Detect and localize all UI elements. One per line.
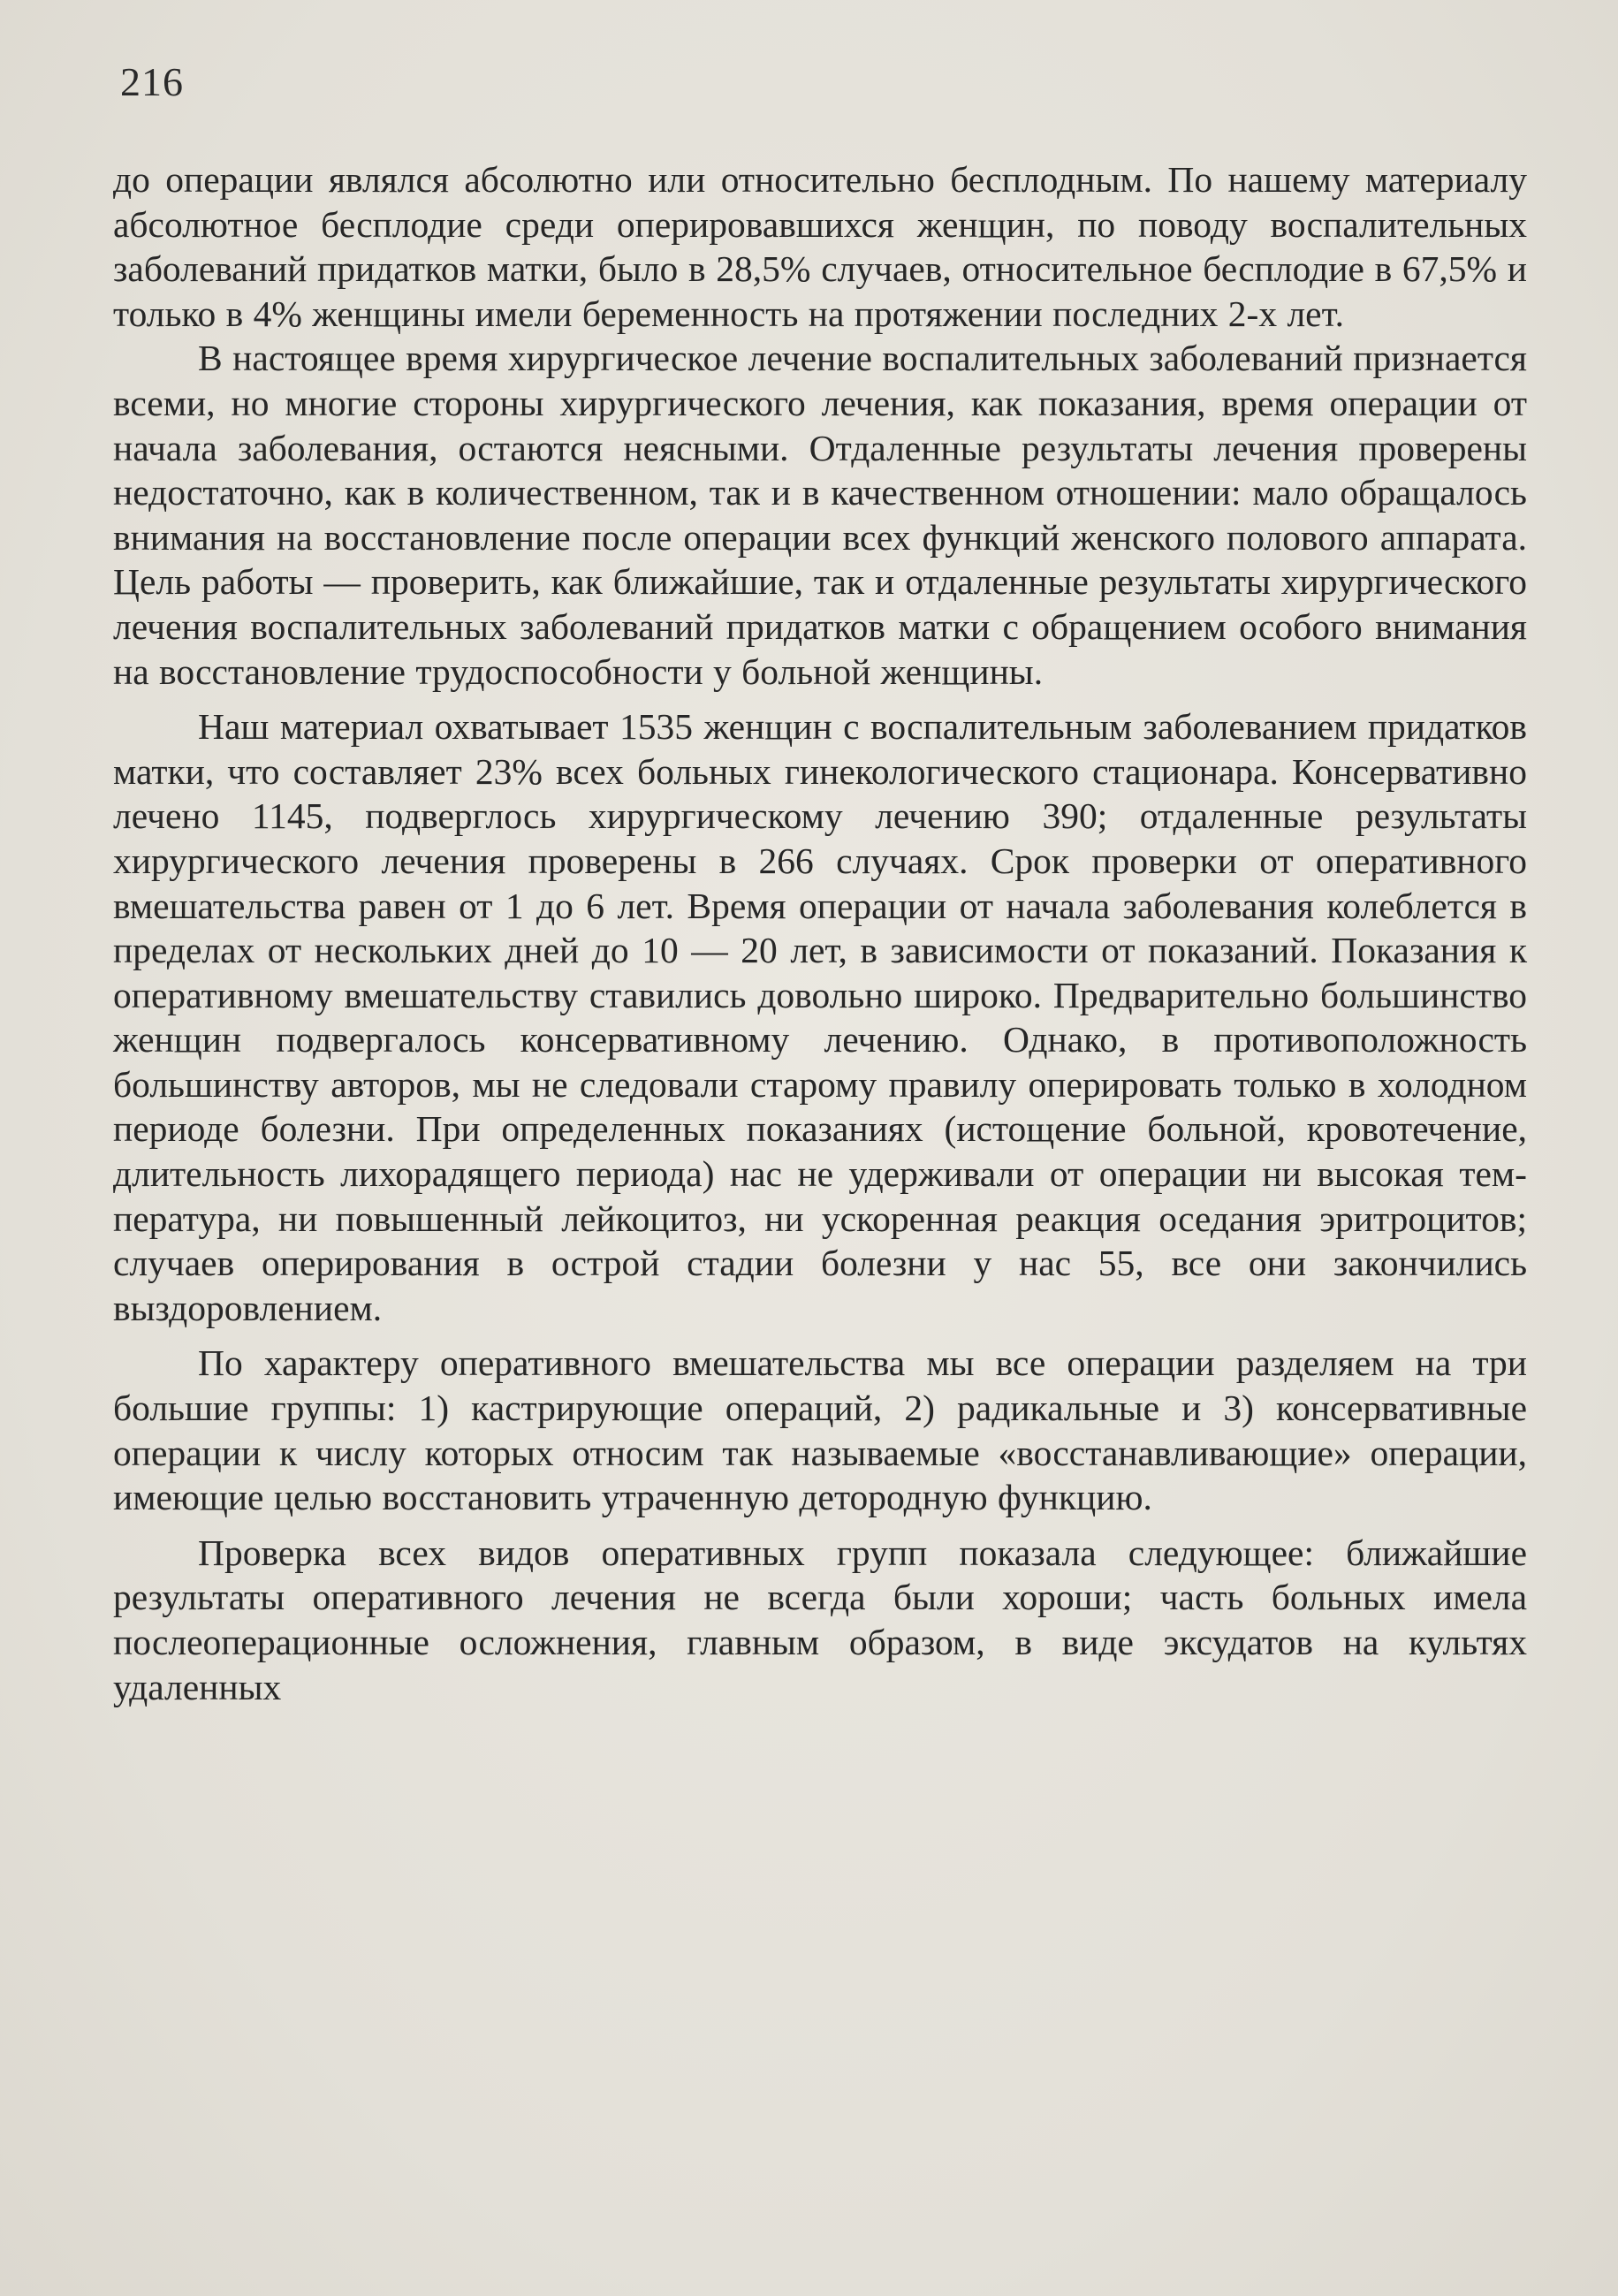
page-number: 216 bbox=[120, 59, 184, 104]
paragraph-4: По характеру оперативного вмешательства мы все операции разделяем на три большие группы: 1) кастрирующие операций, 2) радикальные и 3) консервативные операции к числу которых относим так называемые «восстанавливающие» операции, имеющие целью восстановить утраченную детородную функцию. bbox=[113, 1342, 1527, 1518]
paragraph-1: до операции являлся абсолютно или относительно бесплодным. По нашему материалу абсолютное бесплодие среди оперировавшихся женщин, по поводу воспалительных заболеваний придатков матки, было в 28,5% случаев, относительное бесплодие в 67,5% и только в 4% женщины имели беременность на протяжении последних 2-х лет. bbox=[113, 159, 1527, 334]
paragraph-2: В настоящее время хирургическое лечение воспалительных заболеваний признается всеми, но многие стороны хирургического лечения, как показания, время операции от начала заболевания, остаются неясными. Отдаленные результаты лечения проверены недостаточно, как в количественном, так и в качественном отношении: мало обращалось внимания на восстановление после операции всех функций женского полового аппарата. Цель работы — проверить, как ближайшие, так и отдаленные результаты хирургического лечения воспалительных заболеваний придатков матки с обращением особого внимания на восстановление трудоспособности у больной женщины. bbox=[113, 338, 1527, 692]
paragraph-3: Наш материал охватывает 1535 женщин с воспалительным заболеванием придатков матки, что составляет 23% всех больных гинекологического стационара. Консервативно лечено 1145, подверглось хирургическому лечению 390; отдаленные результаты хирургического лечения проверены в 266 случаях. Срок проверки от оперативного вмешательства равен от 1 до 6 лет. Время операции от начала заболевания колеблется в пределах от нескольких дней до 10 — 20 лет, в зависимости от показаний. Показания к оперативному вмешательству ставились довольно широко. Предварительно большинство женщин подвергалось консервативному лечению. Однако, в противоположность большинству авторов, мы не следовали старому правилу оперировать только в холодном периоде болезни. При определенных показаниях (истощение больной, кровотечение, длительность лихорадящего периода) нас не удерживали от операции ни высокая температура, ни повышенный лейкоцитоз, ни ускоренная реакция оседания эритроцитов; случаев оперирования в острой стадии болезни у нас 55, все они закончились выздоровлением. bbox=[113, 706, 1527, 1328]
body-text bbox=[113, 157, 1527, 1709]
paragraph-5: Проверка всех видов оперативных групп показала следующее: ближайшие результаты оперативного лечения не всегда были хороши; часть больных имела послеоперационные осложнения, главным образом, в виде эксудатов на культях удаленных bbox=[113, 1532, 1527, 1707]
